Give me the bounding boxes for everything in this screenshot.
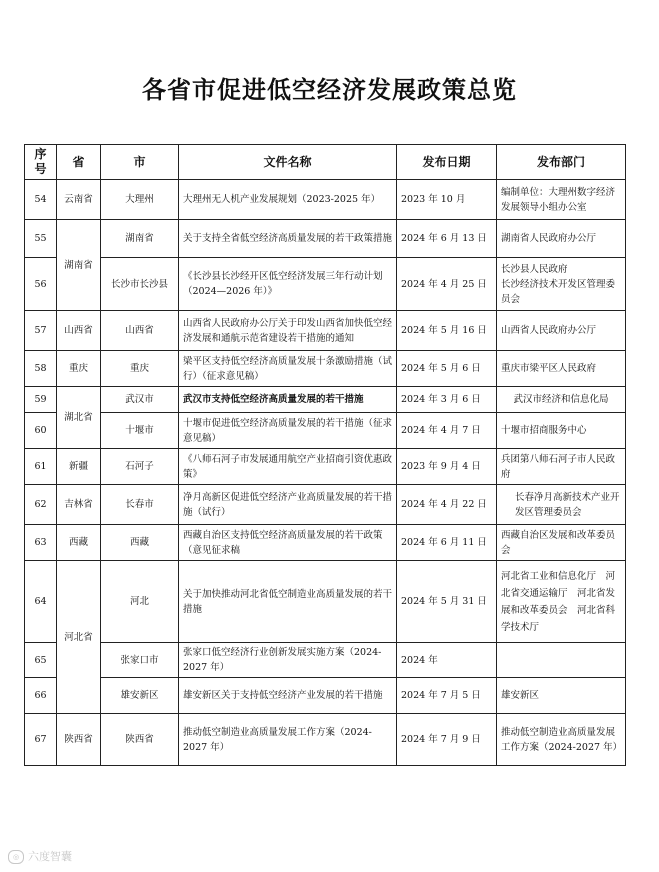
- row-dept: 西藏自治区发展和改革委员会: [497, 525, 626, 561]
- row-dept: 湖南省人民政府办公厅: [497, 220, 626, 258]
- row-date: 2024 年 5 月 16 日: [397, 311, 497, 351]
- row-date: 2024 年 5 月 6 日: [397, 351, 497, 387]
- header-date: 发布日期: [397, 145, 497, 180]
- row-province: 山西省: [57, 311, 101, 351]
- row-doc: 关于支持全省低空经济高质量发展的若干政策措施: [179, 220, 397, 258]
- row-dept: 重庆市梁平区人民政府: [497, 351, 626, 387]
- row-dept: 十堰市招商服务中心: [497, 413, 626, 449]
- row-city: 十堰市: [101, 413, 179, 449]
- row-province: 吉林省: [57, 485, 101, 525]
- table-header-row: [25, 145, 626, 180]
- row-dept: 河北省工业和信息化厅 河北省交通运输厅 河北省发展和改革委员会 河北省科学技术厅: [497, 561, 626, 643]
- table-row: [25, 678, 626, 714]
- row-doc: 大理州无人机产业发展规划（2023-2025 年）: [179, 180, 397, 220]
- row-no: 61: [25, 449, 57, 485]
- row-dept: 兵团第八师石河子市人民政府: [497, 449, 626, 485]
- row-province: 湖北省: [57, 387, 101, 449]
- table-row: [25, 387, 626, 413]
- table-row: [25, 180, 626, 220]
- row-dept: 山西省人民政府办公厅: [497, 311, 626, 351]
- row-date: 2024 年 6 月 13 日: [397, 220, 497, 258]
- row-date: 2024 年 3 月 6 日: [397, 387, 497, 413]
- table-row: [25, 485, 626, 525]
- row-date: 2024 年: [397, 643, 497, 678]
- row-date: 2024 年 5 月 31 日: [397, 561, 497, 643]
- row-date: 2024 年 4 月 22 日: [397, 485, 497, 525]
- row-city: 大理州: [101, 180, 179, 220]
- row-doc: 《长沙县长沙经开区低空经济发展三年行动计划（2024—2026 年）》: [179, 258, 397, 311]
- table-row: [25, 714, 626, 766]
- row-province: 云南省: [57, 180, 101, 220]
- row-date: 2024 年 7 月 5 日: [397, 678, 497, 714]
- row-dept: 长沙县人民政府 长沙经济技术开发区管理委员会: [497, 258, 626, 311]
- row-province: 重庆: [57, 351, 101, 387]
- row-no: 54: [25, 180, 57, 220]
- header-dept: 发布部门: [497, 145, 626, 180]
- row-province: 湖南省: [57, 220, 101, 311]
- row-province: 西藏: [57, 525, 101, 561]
- table-row: [25, 525, 626, 561]
- table-row: [25, 413, 626, 449]
- row-date: 2023 年 9 月 4 日: [397, 449, 497, 485]
- header-no: 序号: [25, 145, 57, 180]
- row-no: 64: [25, 561, 57, 643]
- row-doc: 张家口低空经济行业创新发展实施方案（2024-2027 年）: [179, 643, 397, 678]
- watermark-text: 六度智囊: [28, 850, 72, 863]
- table-row: [25, 258, 626, 311]
- table-row: [25, 561, 626, 643]
- header-province: 省: [57, 145, 101, 180]
- row-dept: 雄安新区: [497, 678, 626, 714]
- row-doc: 十堰市促进低空经济高质量发展的若干措施（征求意见稿）: [179, 413, 397, 449]
- row-no: 55: [25, 220, 57, 258]
- row-city: 湖南省: [101, 220, 179, 258]
- table-row: [25, 311, 626, 351]
- row-city: 河北: [101, 561, 179, 643]
- table-row: [25, 220, 626, 258]
- row-province: 河北省: [57, 561, 101, 714]
- row-dept: 武汉市经济和信息化局: [497, 387, 626, 413]
- header-city: 市: [101, 145, 179, 180]
- row-no: 57: [25, 311, 57, 351]
- row-dept: 编制单位：大理州数字经济发展领导小组办公室: [497, 180, 626, 220]
- row-date: 2024 年 6 月 11 日: [397, 525, 497, 561]
- page-title: 各省市促进低空经济发展政策总览: [142, 76, 517, 104]
- row-no: 60: [25, 413, 57, 449]
- row-doc: 关于加快推动河北省低空制造业高质量发展的若干措施: [179, 561, 397, 643]
- row-city: 雄安新区: [101, 678, 179, 714]
- watermark-logo-icon: ◎: [8, 850, 24, 864]
- policy-table: [24, 144, 626, 766]
- row-doc: 《八师石河子市发展通用航空产业招商引资优惠政策》: [179, 449, 397, 485]
- row-doc: 西藏自治区支持低空经济高质量发展的若干政策（意见征求稿: [179, 525, 397, 561]
- row-city: 石河子: [101, 449, 179, 485]
- row-doc: 山西省人民政府办公厅关于印发山西省加快低空经济发展和通航示范省建设若干措施的通知: [179, 311, 397, 351]
- row-city: 西藏: [101, 525, 179, 561]
- row-no: 65: [25, 643, 57, 678]
- row-doc: 武汉市支持低空经济高质量发展的若干措施: [179, 387, 397, 413]
- row-no: 67: [25, 714, 57, 766]
- row-doc: 梁平区支持低空经济高质量发展十条激励措施（试行）（征求意见稿）: [179, 351, 397, 387]
- row-dept: 推动低空制造业高质量发展工作方案（2024-2027 年）: [497, 714, 626, 766]
- table-row: [25, 351, 626, 387]
- row-city: 长沙市长沙县: [101, 258, 179, 311]
- table-row: [25, 449, 626, 485]
- row-no: 56: [25, 258, 57, 311]
- row-date: 2024 年 7 月 9 日: [397, 714, 497, 766]
- row-no: 59: [25, 387, 57, 413]
- row-doc: 雄安新区关于支持低空经济产业发展的若干措施: [179, 678, 397, 714]
- row-no: 63: [25, 525, 57, 561]
- row-city: 重庆: [101, 351, 179, 387]
- row-date: 2024 年 4 月 25 日: [397, 258, 497, 311]
- row-city: 武汉市: [101, 387, 179, 413]
- row-no: 66: [25, 678, 57, 714]
- row-city: 张家口市: [101, 643, 179, 678]
- row-city: 长春市: [101, 485, 179, 525]
- row-doc: 推动低空制造业高质量发展工作方案（2024-2027 年）: [179, 714, 397, 766]
- row-no: 58: [25, 351, 57, 387]
- row-no: 62: [25, 485, 57, 525]
- row-doc: 净月高新区促进低空经济产业高质量发展的若干措施（试行）: [179, 485, 397, 525]
- row-city: 山西省: [101, 311, 179, 351]
- table-row: [25, 643, 626, 678]
- row-city: 陕西省: [101, 714, 179, 766]
- row-province: 新疆: [57, 449, 101, 485]
- row-dept: 长春净月高新技术产业开发区管理委员会: [497, 485, 626, 525]
- row-province: 陕西省: [57, 714, 101, 766]
- header-doc: 文件名称: [179, 145, 397, 180]
- row-dept: [497, 643, 626, 678]
- watermark: [8, 848, 72, 864]
- row-date: 2023 年 10 月: [397, 180, 497, 220]
- row-date: 2024 年 4 月 7 日: [397, 413, 497, 449]
